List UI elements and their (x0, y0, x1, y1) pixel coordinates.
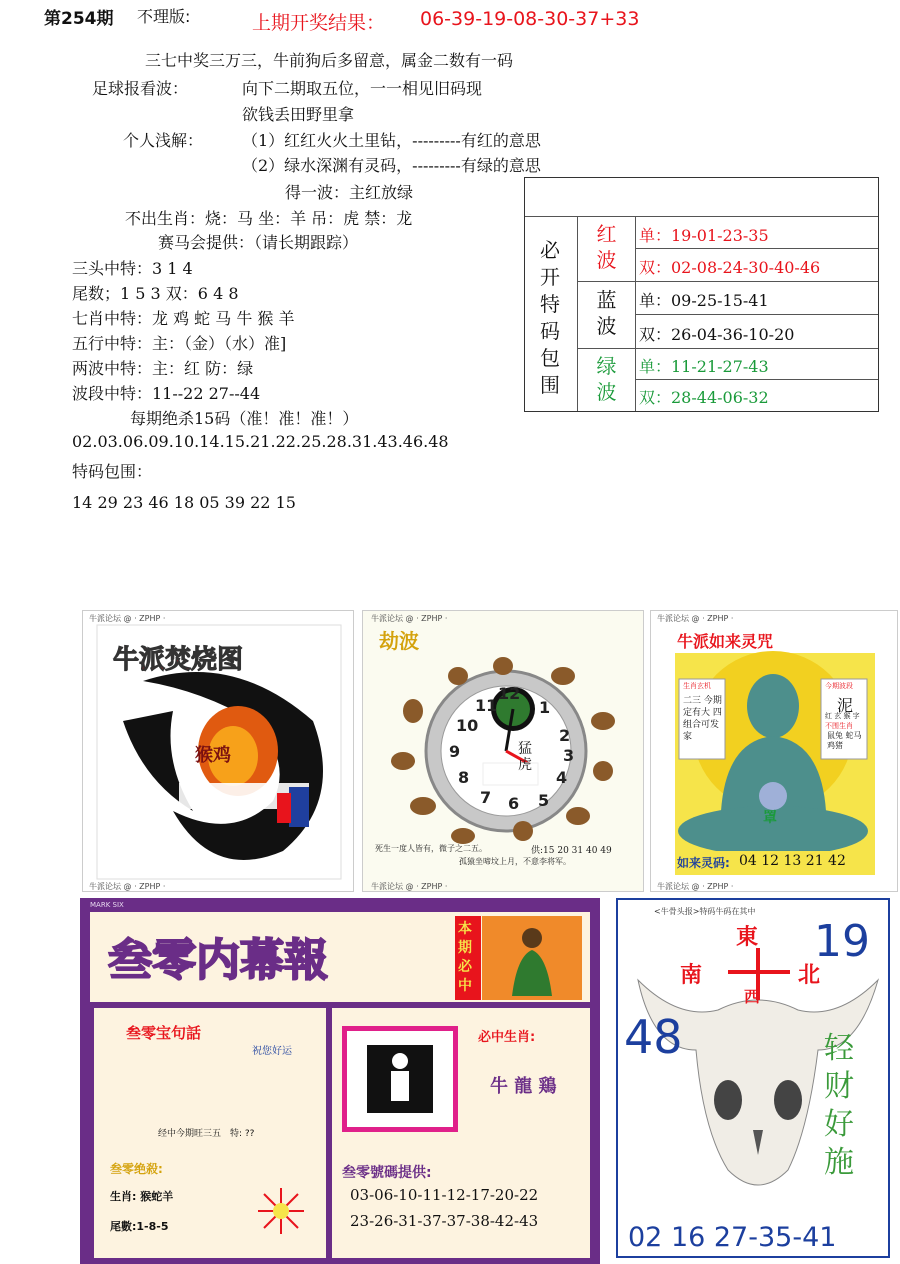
panel-clock (362, 610, 644, 892)
watermark-top: 牛派论坛 @ · ZPHP · (371, 614, 448, 623)
insider-title: 叁零内幕報 (108, 935, 328, 986)
kill-numbers: 02.03.06.09.10.14.15.21.22.25.28.31.43.46.48 (72, 432, 449, 451)
svg-text:12: 12 (498, 684, 521, 703)
svg-text:2: 2 (559, 726, 571, 745)
skull-num-left: 48 (624, 1010, 683, 1064)
insider-box1-title: 叁零宝句話 (126, 1024, 202, 1042)
clock-numbers: 供:15 20 31 40 49 (531, 846, 612, 856)
insider-must-zodiac: 牛 龍 鶏 (490, 1076, 557, 1097)
insider-nums-line-2: 23-26-31-37-37-38-42-43 (350, 1212, 539, 1230)
clock-line-1: 死生一度人皆有，微子之二五。 (375, 844, 487, 853)
clock-line-2: 孤猿坐啼坟上月，不意李将军。 (459, 857, 571, 866)
watermark-bottom: 牛派论坛 @ · ZPHP · (657, 882, 734, 891)
football-line-2: 欲钱丢田野里拿 (242, 105, 355, 124)
tail-line: 尾数；1 5 3 双：6 4 8 (72, 284, 239, 303)
wave-label-red: 红 波 (596, 222, 617, 272)
special-numbers: 14 29 23 46 18 05 39 22 15 (72, 493, 296, 512)
no-zodiac-line: 不出生肖：烧：马 坐：羊 吊：虎 禁：龙 (125, 209, 413, 228)
two-wave-line: 两波中特：主：红 防：绿 (72, 359, 254, 378)
last-result-label: 上期开奖结果： (252, 12, 386, 34)
svg-text:1: 1 (539, 698, 551, 717)
seven-zodiac-line: 七肖中特：龙 鸡 蛇 马 牛 猴 羊 (72, 309, 295, 328)
insider-box1-line: 经中今期旺三五 特: ?? (158, 1129, 255, 1139)
special-label: 特码包围： (72, 462, 153, 481)
skull-east: 東 (736, 925, 759, 950)
buddha-right-head: 今期波段 (825, 682, 853, 690)
insider-marker-top: MARK SIX (90, 901, 124, 909)
portrait-figure-icon (482, 916, 582, 1000)
table-wave-red (577, 216, 635, 281)
table-side-cell (525, 216, 577, 411)
buddha-footer-nums: 04 12 13 21 42 (739, 853, 846, 869)
buddha-graphic (651, 611, 898, 892)
kill-label: 每期绝杀15码（准！准！准！） (130, 409, 359, 428)
insider-kill-tail: 尾數:1-8-5 (110, 1220, 169, 1233)
issue-number: 第254期 (44, 9, 114, 29)
table-wave-blue (577, 281, 635, 348)
poem-line: 三七中奖三万三，牛前狗后多留意，属金二数有一码 (145, 51, 514, 70)
svg-text:11: 11 (475, 696, 498, 715)
red-double: 双：02-08-24-30-40-46 (635, 248, 878, 281)
skull-phrase-char: 好 (824, 1107, 854, 1142)
five-elements-line: 五行中特：主：（金）（水）准] (72, 334, 287, 353)
panel-insider (80, 898, 600, 1264)
svg-text:3: 3 (563, 746, 575, 765)
skull-south: 南 (680, 963, 703, 988)
svg-text:4: 4 (556, 768, 568, 787)
watermark-top: 牛派论坛 @ · ZPHP · (89, 614, 166, 623)
skull-phrase-char: 施 (824, 1145, 854, 1180)
skull-phrase-char: 财 (824, 1069, 854, 1104)
buddha-right-text: 鼠兔 蛇马 鸡猪 (827, 731, 862, 750)
clock-title: 劫波 (379, 629, 419, 653)
svg-text:8: 8 (458, 768, 470, 787)
skull-west: 西 (744, 987, 761, 1006)
buddha-left-text: 二三 今期定有大 四组合可发家 (683, 696, 722, 742)
svg-text:10: 10 (456, 716, 479, 735)
red-single: 单：19-01-23-35 (635, 216, 878, 248)
wave-table (524, 177, 879, 412)
svg-text:5: 5 (538, 791, 550, 810)
watermark-bottom: 牛派论坛 @ · ZPHP · (371, 882, 448, 891)
blue-double: 双：26-04-36-10-20 (635, 314, 878, 348)
table-side-label: 必 开 特 码 包 围 (540, 238, 560, 397)
skull-footer: 02 16 27-35-41 (628, 1222, 837, 1253)
burn-center: 猴鸡 (195, 745, 231, 766)
insider-side-text: 本期必中 (458, 921, 472, 994)
burn-title: 牛派焚烧图 (113, 645, 244, 675)
insider-must-label: 必中生肖: (478, 1030, 536, 1045)
insider-figure-box (367, 1045, 433, 1113)
svg-text:6: 6 (508, 794, 520, 813)
insider-kill-zodiac: 生肖: 猴蛇羊 (110, 1190, 174, 1203)
blue-single: 单：09-25-15-41 (635, 281, 878, 314)
wave-segment-line: 波段中特：11--22 27--44 (72, 384, 261, 403)
clock-tiger-label: 猛虎 (518, 741, 532, 773)
edition-label: 不理版: (137, 7, 191, 26)
buddha-left-head: 生肖玄机 (683, 682, 711, 690)
skull-phrase-char: 轻 (824, 1031, 854, 1066)
personal-line-1: （1）红红火火土里钻，---------有红的意思 (242, 131, 541, 150)
football-label: 足球报看波： (92, 79, 189, 98)
green-single: 单：11-21-27-43 (635, 348, 878, 379)
three-head-line: 三头中特：3 1 4 (72, 259, 193, 278)
buddha-title: 牛派如来灵咒 (677, 632, 774, 651)
personal-line-2: （2）绿水深渊有灵码，---------有绿的意思 (242, 156, 541, 175)
buddha-right-red: 不围生肖 (825, 722, 853, 730)
buddha-belly: 罩 (763, 810, 777, 826)
skull-phrase (824, 1030, 858, 1182)
skull-num-right: 19 (814, 916, 870, 967)
insider-figure-frame (342, 1026, 458, 1132)
child-figure-icon (367, 1045, 433, 1113)
green-double: 双：28-44-06-32 (635, 379, 878, 411)
provider-line: 赛马会提供：（请长期跟踪） (158, 233, 359, 252)
skull-north: 北 (798, 963, 821, 988)
svg-text:7: 7 (480, 788, 492, 807)
table-wave-green (577, 348, 635, 411)
insider-wish: 祝您好运 (252, 1046, 292, 1057)
insider-nums-head: 叁零號碼提供: (342, 1165, 432, 1181)
star-emblem-icon (256, 1186, 306, 1236)
get-wave-line: 得一波：主红放绿 (285, 183, 414, 202)
panel-skull (616, 898, 890, 1258)
football-line-1: 向下二期取五位，一一相见旧码现 (242, 79, 483, 98)
panel-buddha (650, 610, 898, 892)
insider-portrait (482, 916, 582, 1000)
skull-top-text: <牛骨头报>特码牛码在其中 (654, 907, 756, 916)
panel-burn (82, 610, 354, 892)
insider-nums-line-1: 03-06-10-11-12-17-20-22 (350, 1186, 539, 1204)
watermark-bottom: 牛派论坛 @ · ZPHP · (89, 882, 166, 891)
buddha-footer-label: 如来灵码: (677, 856, 730, 870)
personal-label: 个人浅解： (123, 131, 204, 150)
wave-label-green: 绿 波 (596, 354, 617, 404)
buddha-right-char: 泥 (837, 696, 854, 715)
buddha-right-sub: 红 玄 猴 字 (825, 712, 860, 720)
insider-kill-head: 叁零绝殺: (110, 1162, 163, 1176)
watermark-top: 牛派论坛 @ · ZPHP · (657, 614, 734, 623)
svg-text:9: 9 (449, 742, 461, 761)
last-result-numbers: 06-39-19-08-30-37+33 (420, 8, 640, 30)
wave-label-blue: 蓝 波 (596, 288, 617, 338)
